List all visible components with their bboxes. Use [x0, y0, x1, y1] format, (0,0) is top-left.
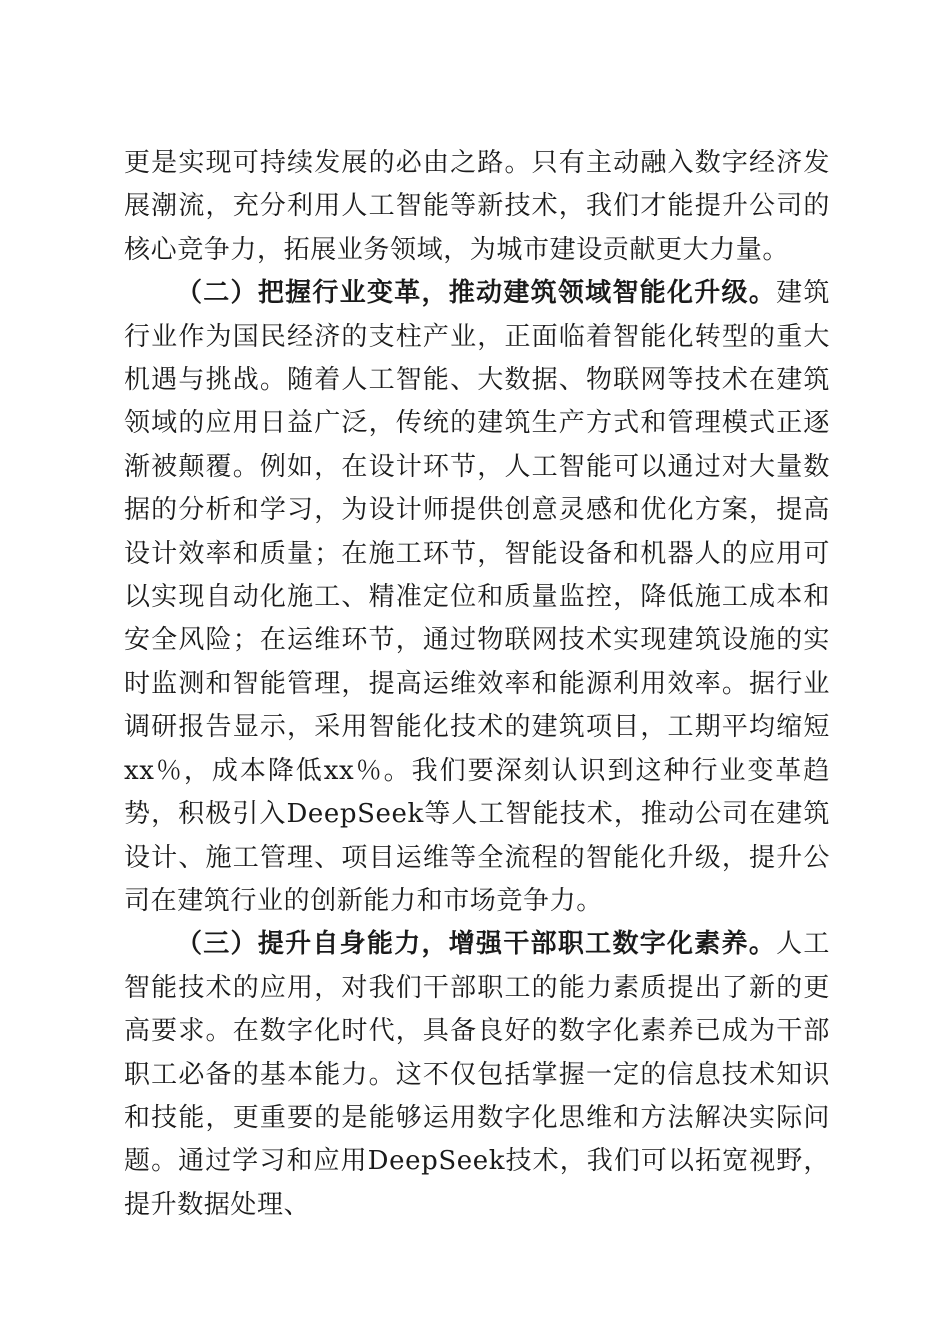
paragraph-section-2 [124, 272, 830, 923]
paragraph-text: 人工智能技术的应用，对我们干部职工的能力素质提出了新的更高要求。在数字化时代，具备良好的数字化素养已成为干部职工必备的基本能力。这不仅包括掌握一定的信息技术知识和技能，更重要的是能够运用数字化思维和方法解决实际问题。通过学习和应用DeepSeek技术，我们可以拓宽视野，提升数据处理、 [124, 929, 831, 1220]
document-body [124, 142, 830, 1227]
section-heading: （二）把握行业变革，推动建筑领域智能化升级。 [176, 278, 777, 309]
paragraph-text: 更是实现可持续发展的必由之路。只有主动融入数字经济发展潮流，充分利用人工智能等新技术，我们才能提升公司的核心竞争力，拓展业务领域，为城市建设贡献更大力量。 [124, 148, 830, 265]
paragraph-text: 建筑行业作为国民经济的支柱产业，正面临着智能化转型的重大机遇与挑战。随着人工智能、大数据、物联网等技术在建筑领域的应用日益广泛，传统的建筑生产方式和管理模式正逐渐被颠覆。例如，在设计环节，人工智能可以通过对大量数据的分析和学习，为设计师提供创意灵感和优化方案，提高设计效率和质量；在施工环节，智能设备和机器人的应用可以实现自动化施工、精准定位和质量监控，降低施工成本和安全风险；在运维环节，通过物联网技术实现建筑设施的实时监测和智能管理，提高运维效率和能源利用效率。据行业调研报告显示，采用智能化技术的建筑项目，工期平均缩短xx％，成本降低xx％。我们要深刻认识到这种行业变革趋势，积极引入DeepSeek等人工智能技术，推动公司在建筑设计、施工管理、项目运维等全流程的智能化升级，提升公司在建筑行业的创新能力和市场竞争力。 [124, 278, 831, 916]
paragraph-continuation [124, 142, 830, 272]
section-heading: （三）提升自身能力，增强干部职工数字化素养。 [176, 929, 777, 960]
paragraph-section-3 [124, 923, 830, 1227]
